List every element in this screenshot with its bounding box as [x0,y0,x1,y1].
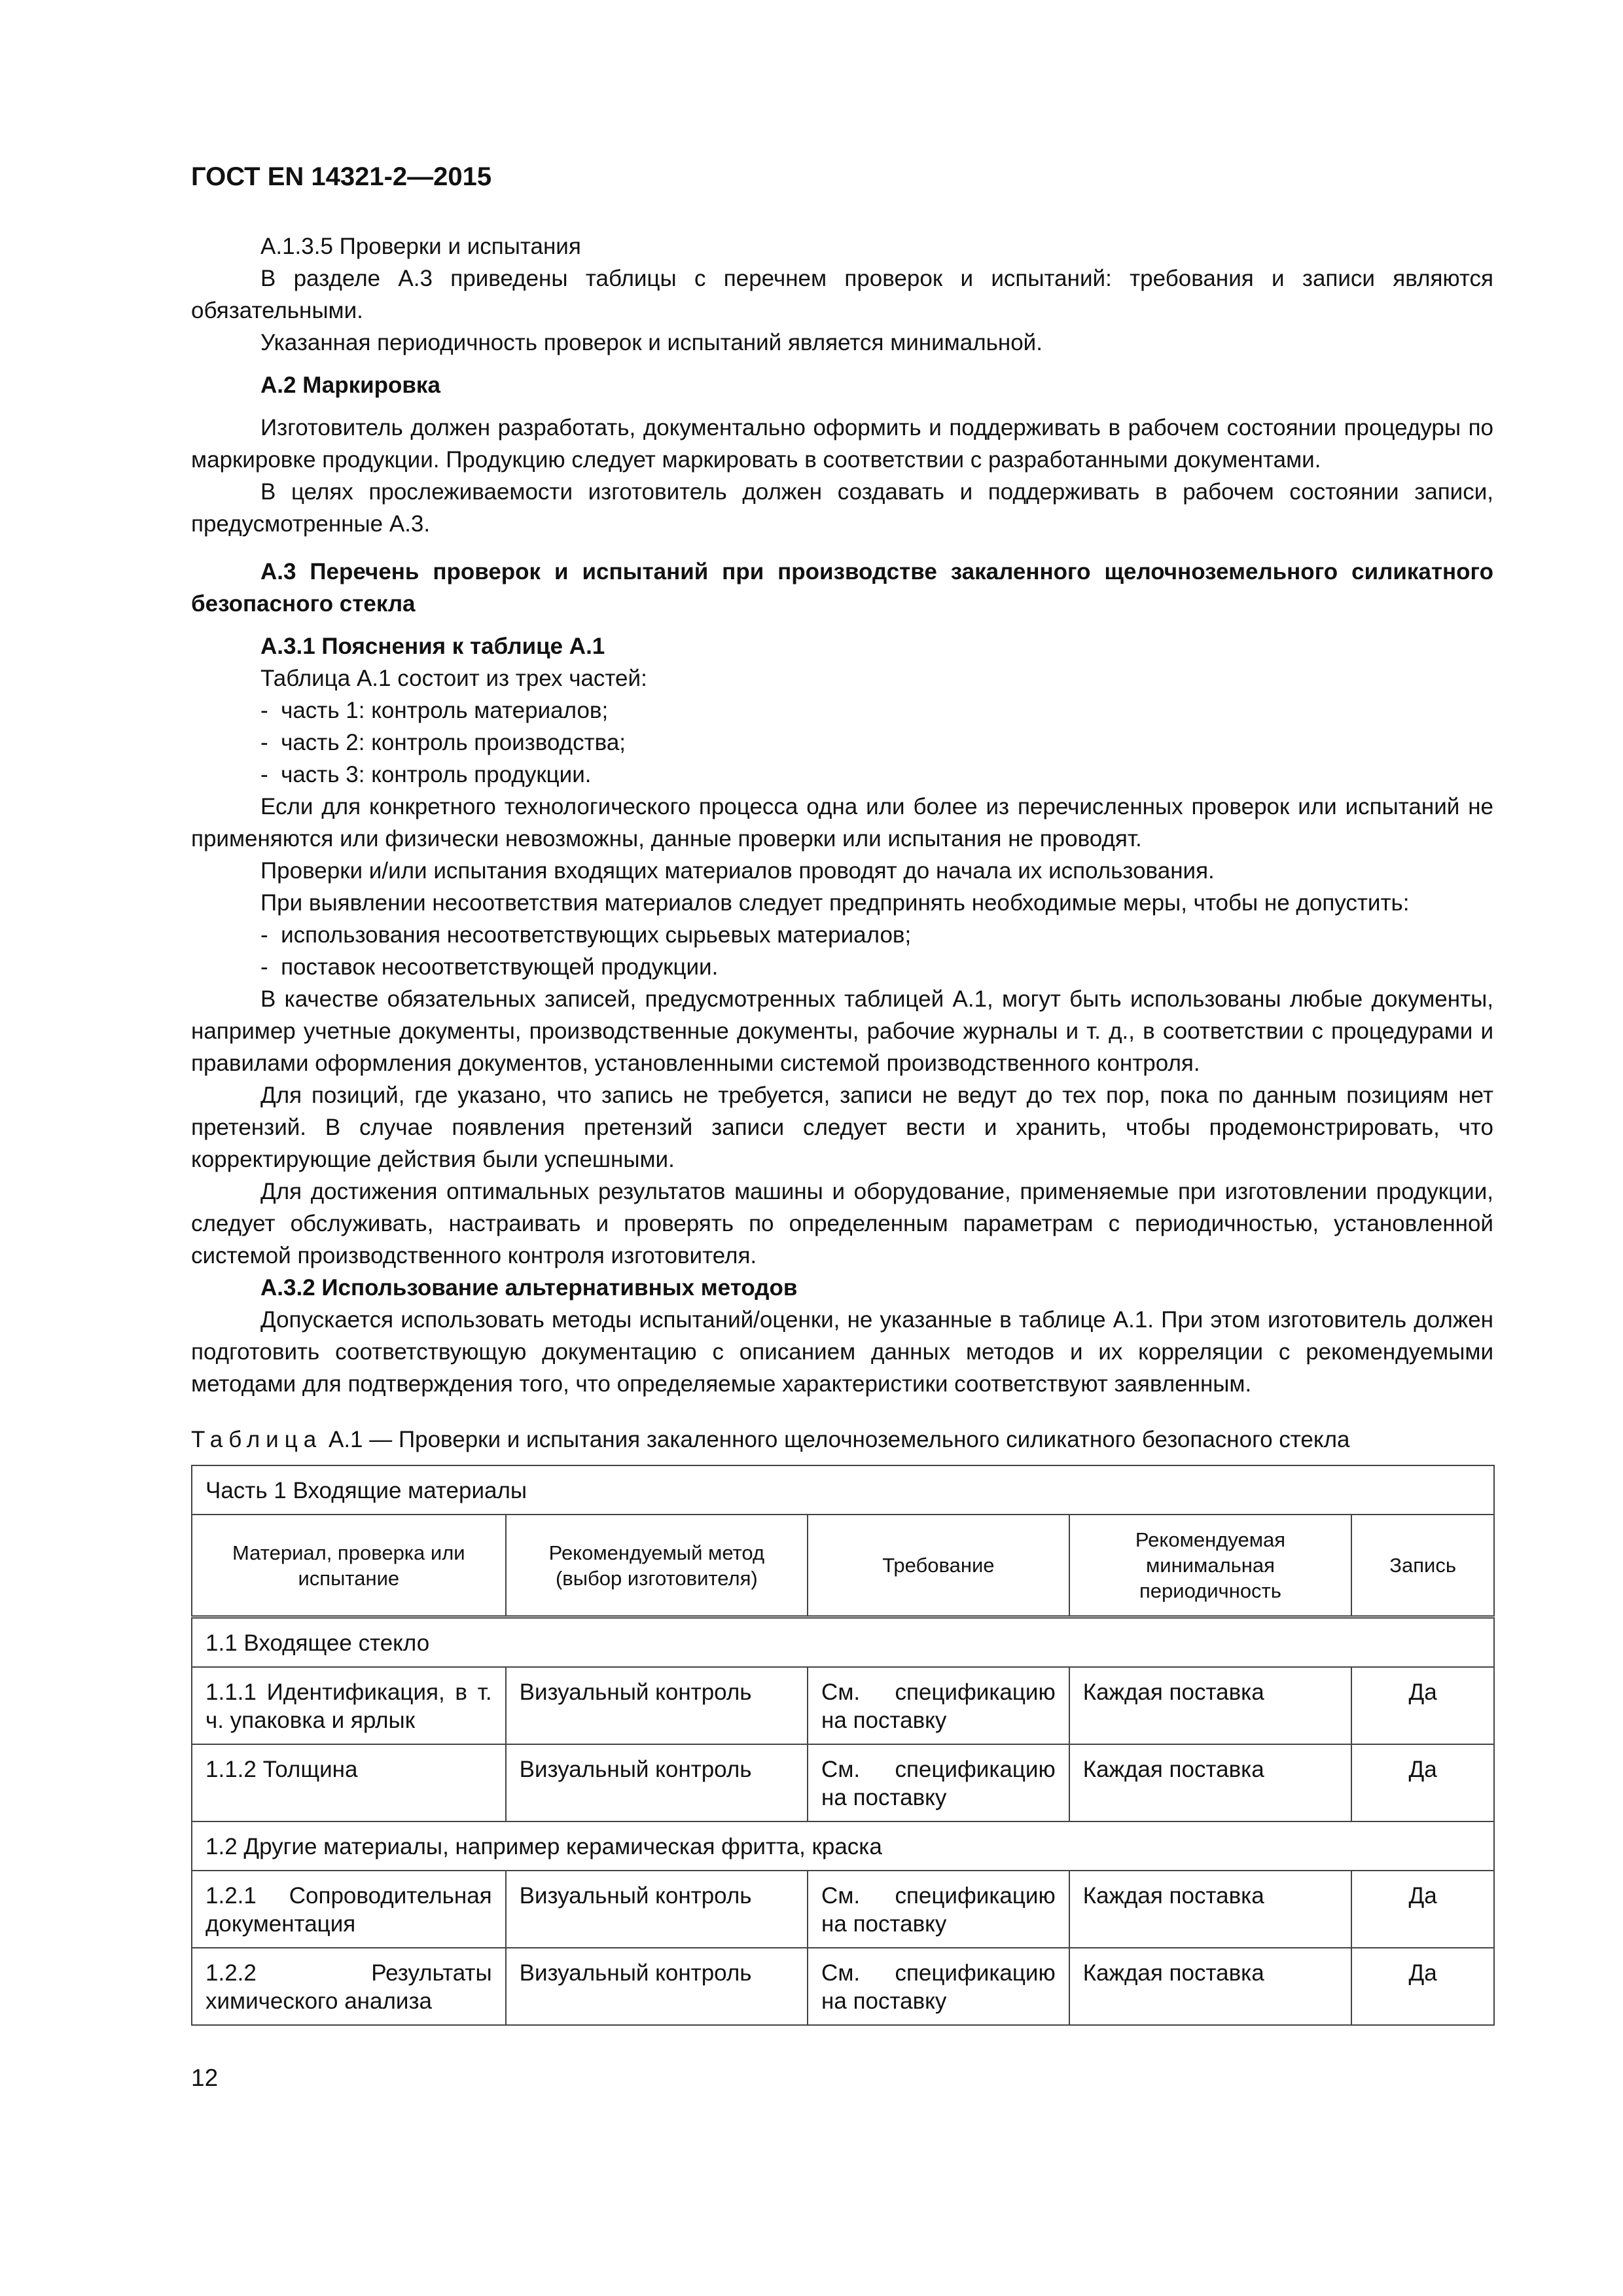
table-cell-record: Да [1351,1871,1494,1948]
table-caption [191,1424,1493,1456]
table-cell-method: Визуальный контроль [506,1871,808,1948]
section-a32-paragraph-1: Допускается использовать методы испытаний/оценки, не указанные в таблице А.1. При этом изготовитель должен подготовить соответствующую документацию с описанием данных методов и их корреляции с рекомендуемыми методами для подтверждения того, что определяемые характеристики соответствуют заявленным. [191,1307,1493,1397]
table-cell-period: Каждая поставка [1069,1744,1352,1821]
table-cell-requirement: См. спецификацию на поставку [808,1667,1069,1744]
section-a31-title: А.3.1 Пояснения к таблице А.1 [260,634,605,659]
table-cell-item: 1.1.1 Идентификация, в т. ч. упаковка и ярлык [192,1667,506,1744]
table-cell-record: Да [1351,1744,1494,1821]
section-a135-paragraph-1: В разделе А.3 приведены таблицы с перечнем проверок и испытаний: требования и записи являются обязательными. [191,266,1493,323]
column-header: Рекомендуемый метод (выбор изготовителя) [506,1515,808,1617]
column-header: Требование [808,1515,1069,1617]
column-header: Рекомендуемая минимальная периодичность [1069,1515,1352,1617]
table-cell-item: 1.2.2 Результаты химического анализа [192,1948,506,2025]
section-a31-paragraph-5: Для позиций, где указано, что запись не требуется, записи не ведут до тех пор, пока по данным позициям нет претензий. В случае появления претензий записи следует вести и хранить, чтобы продемонстрировать, что корректирующие действия были успешными. [191,1083,1493,1172]
column-header: Материал, проверка или испытание [192,1515,506,1617]
section-a31-intro: Таблица А.1 состоит из трех частей: [260,666,647,691]
table-cell-requirement: См. спецификацию на поставку [808,1744,1069,1821]
table-cell-method: Визуальный контроль [506,1948,808,2025]
list-item: - часть 3: контроль продукции. [260,759,1493,791]
table-row [192,1871,1494,1948]
table-cell-record: Да [1351,1948,1494,2025]
section-a2-paragraph-2: В целях прослеживаемости изготовитель должен создавать и поддерживать в рабочем состоянии записи, предусмотренные А.3. [191,479,1493,537]
list-item: - часть 2: контроль производства; [260,726,1493,759]
document-header: ГОСТ EN 14321-2—2015 [191,162,492,191]
table-cell-requirement: См. спецификацию на поставку [808,1948,1069,2025]
table-cell-period: Каждая поставка [1069,1667,1352,1744]
table-cell-period: Каждая поставка [1069,1948,1352,2025]
section-a2-title: А.2 Маркировка [260,372,440,398]
section-a31-paragraph-1: Если для конкретного технологического процесса одна или более из перечисленных проверок или испытаний не применяются или физически невозможны, данные проверки или испытания не проводят. [191,794,1493,852]
list-item: - использования несоответствующих сырьевых материалов; [260,919,1493,951]
table-row [192,1667,1494,1744]
table-caption-prefix: Таблица [191,1427,323,1452]
table-cell-period: Каждая поставка [1069,1871,1352,1948]
table-group-row: 1.2 Другие материалы, например керамическая фритта, краска [192,1821,1494,1871]
table-group-row: 1.1 Входящее стекло [192,1617,1494,1668]
table-cell-item: 1.2.1 Сопроводительная документация [192,1871,506,1948]
section-a135-paragraph-2: Указанная периодичность проверок и испытаний является минимальной. [260,330,1043,355]
measures-list [191,919,1493,983]
section-a31-paragraph-2: Проверки и/или испытания входящих материалов проводят до начала их использования. [260,858,1215,884]
table-cell-method: Визуальный контроль [506,1744,808,1821]
table-parts-list [191,694,1493,791]
section-a31-paragraph-6: Для достижения оптимальных результатов машины и оборудование, применяемые при изготовлении продукции, следует обслуживать, настраивать и проверять по определенным параметрам с периодичностью, установленной системой производственного контроля изготовителя. [191,1179,1493,1268]
page-number: 12 [191,2064,219,2091]
section-a31-paragraph-3: При выявлении несоответствия материалов следует предпринять необходимые меры, чтобы не допустить: [260,890,1410,916]
inspection-table [191,1465,1495,2026]
list-item: - поставок несоответствующей продукции. [260,951,1493,983]
section-a2-paragraph-1: Изготовитель должен разработать, документально оформить и поддерживать в рабочем состоянии процедуры по маркировке продукции. Продукцию следует маркировать в соответствии с разработанными документами. [191,415,1493,473]
table-part-label: Часть 1 Входящие материалы [192,1465,1494,1515]
document-body [191,230,1493,2026]
section-a32-title: А.3.2 Использование альтернативных методов [260,1275,798,1300]
column-header: Запись [1351,1515,1494,1617]
section-a135-title: А.1.3.5 Проверки и испытания [260,234,581,259]
section-a31-paragraph-4: В качестве обязательных записей, предусмотренных таблицей А.1, могут быть использованы любые документы, например учетные документы, производственные документы, рабочие журналы и т. д., в соответствии с процедурами и правилами оформления документов, установленными системой производственного контроля. [191,986,1493,1076]
table-cell-method: Визуальный контроль [506,1667,808,1744]
table-caption-text: А.1 — Проверки и испытания закаленного щелочноземельного силикатного безопасного стекла [328,1427,1350,1452]
section-a3-title: А.3 Перечень проверок и испытаний при производстве закаленного щелочноземельного силикатного безопасного стекла [191,559,1493,617]
table-cell-item: 1.1.2 Толщина [192,1744,506,1821]
table-row [192,1744,1494,1821]
list-item: - часть 1: контроль материалов; [260,694,1493,726]
table-row [192,1948,1494,2025]
table-cell-requirement: См. спецификацию на поставку [808,1871,1069,1948]
table-cell-record: Да [1351,1667,1494,1744]
